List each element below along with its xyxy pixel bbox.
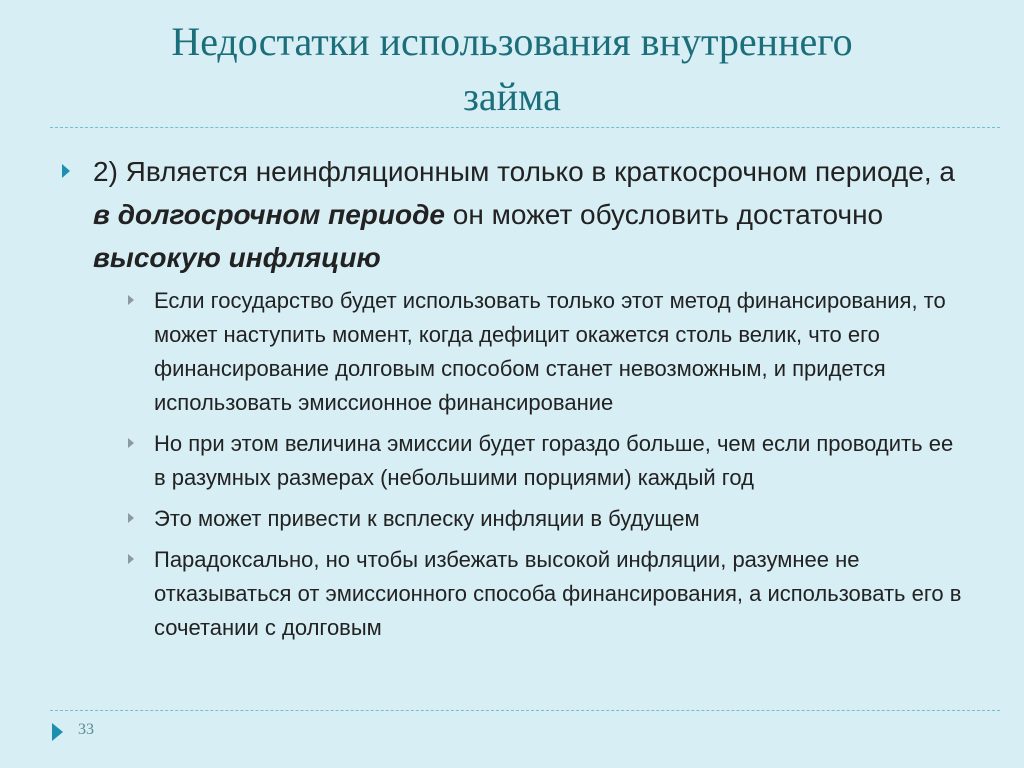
footer-arrow-icon (52, 723, 63, 741)
bottom-divider (50, 710, 1000, 711)
sub-bullet-text: Если государство будет использовать только этот метод финансирования, то может наступить момент, когда дефицит окажется столь велик, что его финансирование долговым способом станет невозможным, и придется использовать эмиссионное финансирование (154, 288, 946, 415)
sub-bullet-item (128, 543, 968, 645)
main-bullet-emphasis2: высокую инфляцию (93, 242, 381, 273)
sub-bullet-item (128, 284, 968, 420)
slide-title-line1: Недостатки использования внутреннего (171, 19, 853, 64)
sub-bullet-item (128, 427, 968, 495)
sub-bullet-list (128, 284, 968, 652)
sub-bullet-text: Это может привести к всплеску инфляции в будущем (154, 506, 700, 531)
sub-bullet-arrow-icon (128, 513, 134, 523)
slide-title-line2: займа (463, 74, 561, 119)
sub-bullet-arrow-icon (128, 295, 134, 305)
sub-bullet-text: Но при этом величина эмиссии будет гораздо больше, чем если проводить ее в разумных размерах (небольшими порциями) каждый год (154, 431, 954, 490)
main-bullet-emphasis1: в долгосрочном периоде (93, 199, 445, 230)
sub-bullet-arrow-icon (128, 438, 134, 448)
page-number: 33 (78, 721, 94, 738)
sub-bullet-text: Парадоксально, но чтобы избежать высокой инфляции, разумнее не отказываться от эмиссионного способа финансирования, а использовать его в сочетании с долговым (154, 547, 962, 640)
main-bullet-part1: 2) Является неинфляционным только в краткосрочном периоде, а (93, 156, 955, 187)
sub-bullet-item (128, 502, 968, 536)
main-bullet (62, 150, 962, 279)
main-bullet-text (93, 150, 962, 279)
sub-bullet-arrow-icon (128, 554, 134, 564)
bullet-arrow-icon (62, 164, 70, 178)
top-divider (50, 127, 1000, 128)
main-bullet-part2: он может обусловить достаточно (444, 199, 884, 230)
slide-title (40, 14, 984, 124)
